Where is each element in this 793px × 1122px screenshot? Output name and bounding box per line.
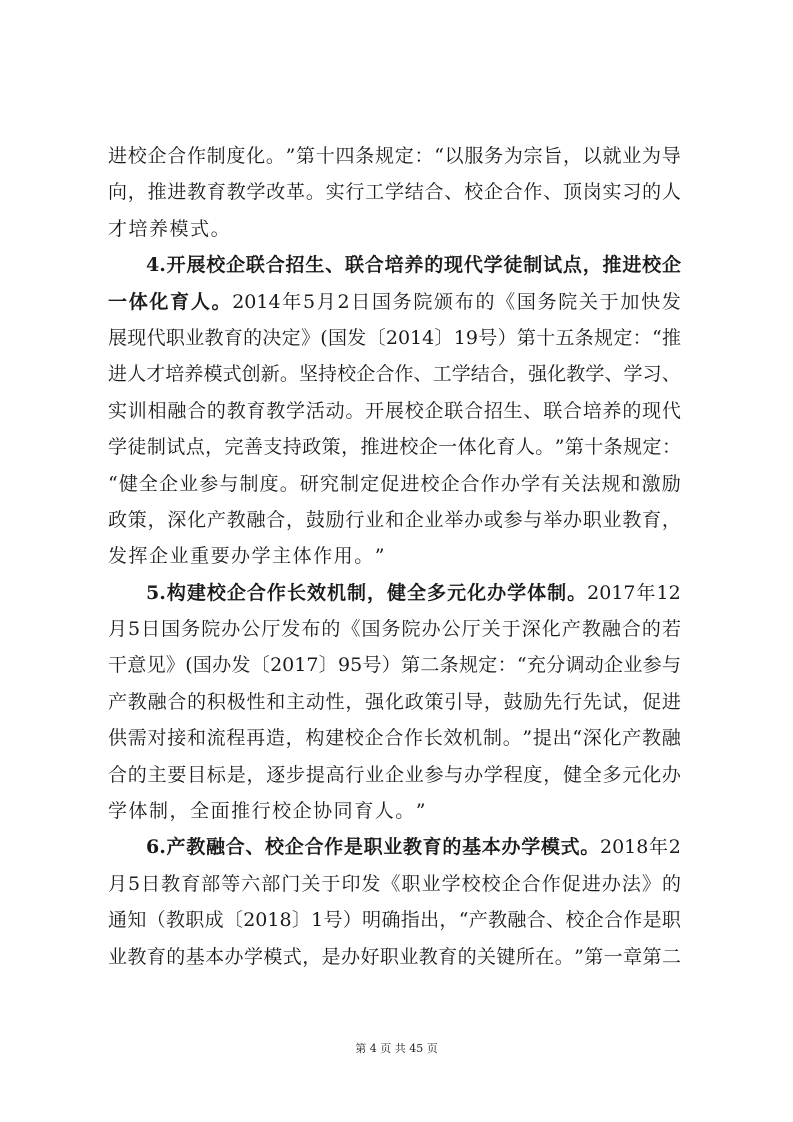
text-line: 实 训 相 融 合 的 教 育 教 学 活 动 。 开 展 校 企 联 合 招 生 、 联 合 培 养 的 现 代 [108, 399, 681, 422]
text-line: 业 教 育 的 基 本 办 学 模 式 ， 是 办 好 职 业 教 育 的 关 键 所 在 。 ” 第 一 章 第 二 [108, 945, 681, 968]
text-line: 供 需 对 接 和 流 程 再 造 ， 构 建 校 企 合 作 长 效 机 制 。 ” 提 出 “ 深 化 产 教 融 [108, 727, 681, 750]
text-line: 学 徒 制 试 点 ， 完 善 支 持 政 策 ， 推 进 校 企 一 体 化 育 人 。 ” 第 十 条 规 定 ： [108, 436, 681, 459]
text-line: 进 校 企 合 作 制 度 化 。 ” 第 十 四 条 规 定 ： “ 以 服 务 为 宗 旨 ， 以 就 业 为 导 [108, 145, 681, 167]
text-line: 展 现 代 职 业 教 育 的 决 定 》 ( 国 发 〔 2014 〕 19 号 ） 第 十 五 条 规 定 ： “ 推 [108, 326, 681, 349]
text-line: 一 体 化 育 人 。 2014 年 5 月 2 日 国 务 院 颁 布 的 《 国 务 院 关 于 加 快 发 [108, 290, 681, 313]
document-body [108, 138, 681, 975]
text-line: 合 的 主 要 目 标 是 ， 逐 步 提 高 行 业 企 业 参 与 办 学 程 度 ， 健 全 多 元 化 办 [108, 763, 681, 786]
text-line: 月 5 日 教 育 部 等 六 部 门 关 于 印 发 《 职 业 学 校 校 企 合 作 促 进 办 法 》 的 [108, 872, 681, 895]
text-line: 月 5 日 国 务 院 办 公 厅 发 布 的 《 国 务 院 办 公 厅 关 于 深 化 产 教 融 合 的 若 [108, 618, 681, 641]
text-line: 产 教 融 合 的 积 极 性 和 主 动 性 ， 强 化 政 策 引 导 ， 鼓 励 先 行 先 试 ， 促 进 [108, 690, 681, 713]
text-line: 4. 开 展 校 企 联 合 招 生 、 联 合 培 养 的 现 代 学 徒 制 试 点 ， 推 进 校 企 [146, 254, 681, 277]
text-line: “ 健 全 企 业 参 与 制 度 。 研 究 制 定 促 进 校 企 合 作 办 学 有 关 法 规 和 激 励 [108, 472, 681, 495]
text-line: 向 ， 推 进 教 育 教 学 改 革 。 实 行 工 学 结 合 、 校 企 合 作 、 顶 岗 实 习 的 人 [108, 181, 681, 204]
page-footer: 第 4 页 共 45 页 [355, 1042, 438, 1055]
text-line: 5. 构 建 校 企 合 作 长 效 机 制 ， 健 全 多 元 化 办 学 体 制 。 2017 年 12 [146, 581, 681, 604]
text-line: 干 意 见 》 ( 国 办 发 〔 2017 〕 95 号 ） 第 二 条 规 定 ： “ 充 分 调 动 企 业 参 与 [108, 654, 681, 677]
text-line: 发 挥 企 业 重 要 办 学 主 体 作 用 。 ” [108, 545, 385, 568]
text-line: 6. 产 教 融 合 、 校 企 合 作 是 职 业 教 育 的 基 本 办 学 模 式 。 2018 年 2 [146, 836, 681, 859]
text-line: 才 培 养 模 式 。 [108, 217, 230, 240]
text-line: 进 人 才 培 养 模 式 创 新 。 坚 持 校 企 合 作 、 工 学 结 合 ， 强 化 教 学 、 学 习 、 [108, 363, 681, 386]
text-line: 通 知 （ 教 职 成 〔 2018 〕 1 号 ） 明 确 指 出 ， “ 产 教 融 合 、 校 企 合 作 是 职 [108, 909, 681, 932]
text-line: 政 策 ， 深 化 产 教 融 合 ， 鼓 励 行 业 和 企 业 举 办 或 参 与 举 办 职 业 教 育 ， [108, 508, 681, 531]
text-line: 学 体 制 ， 全 面 推 行 校 企 协 同 育 人 。 ” [108, 800, 426, 823]
